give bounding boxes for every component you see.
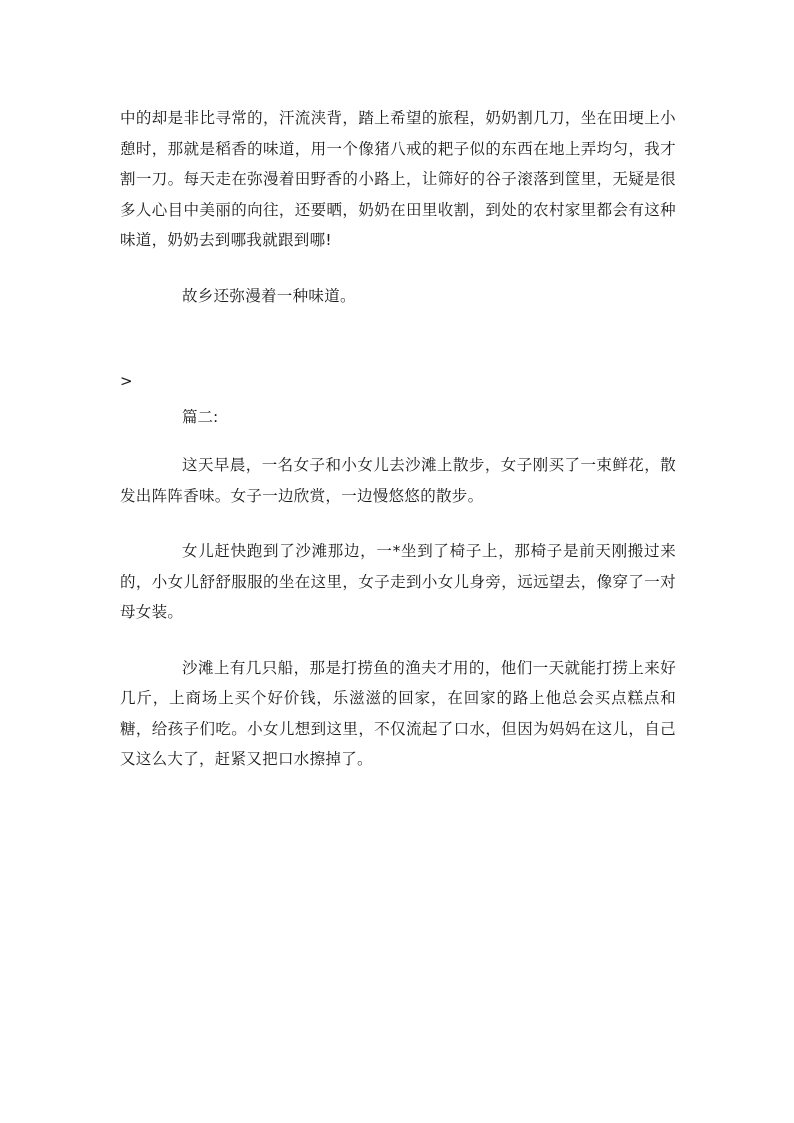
document-body [120, 103, 676, 775]
paragraph-continuation: 中的却是非比寻常的，汗流浃背，踏上希望的旅程，奶奶割几刀，坐在田埂上小憩时，那就是稻香的味道，用一个像猪八戒的耙子似的东西在地上弄均匀，我才割一刀。每天走在弥漫着田野香的小路上，让筛好的谷子滚落到筐里，无疑是很多人心目中美丽的向往，还要晒，奶奶在田里收割，到处的农村家里都会有这种味道，奶奶去到哪我就跟到哪! [120, 109, 676, 249]
section-heading: 篇二: [182, 408, 219, 426]
paragraph-daughter-chair: 女儿赶快跑到了沙滩那边，一*坐到了椅子上，那椅子是前天刚搬过来的，小女儿舒舒服服的坐在这里，女子走到小女儿身旁，远远望去，像穿了一对母女装。 [120, 542, 676, 621]
paragraph-morning-walk: 这天早晨，一名女子和小女儿去沙滩上散步，女子刚买了一束鲜花，散发出阵阵香味。女子一边欣赏，一边慢悠悠的散步。 [120, 456, 676, 505]
paragraph-fishing-boats: 沙滩上有几只船，那是打捞鱼的渔夫才用的，他们一天就能打捞上来好几斤，上商场上买个好价钱，乐滋滋的回家，在回家的路上他总会买点糕点和糖，给孩子们吃。小女儿想到这里，不仅流起了口水，但因为妈妈在这儿，自己又这么大了，赶紧又把口水擦掉了。 [120, 658, 676, 768]
section-marker: > [120, 372, 133, 390]
paragraph-hometown-flavor: 故乡还弥漫着一种味道。 [182, 286, 356, 305]
